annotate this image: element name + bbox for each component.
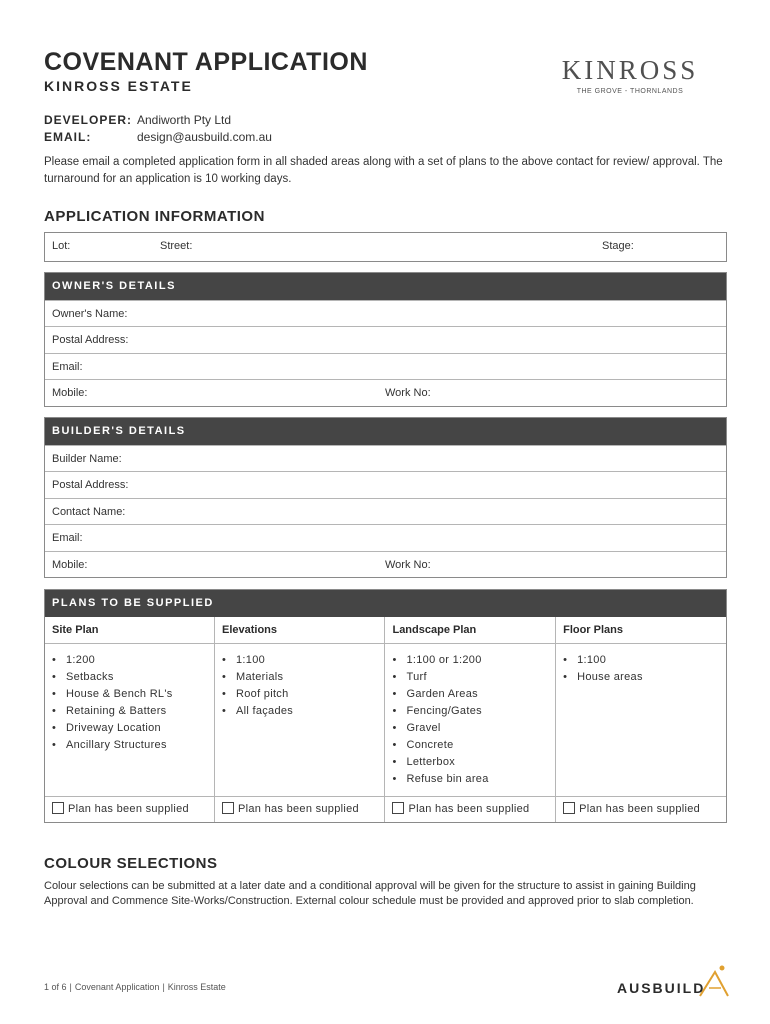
list-item: • House areas	[563, 669, 719, 686]
page-number: 1 of 6	[44, 982, 67, 992]
list-item: • All façades	[222, 703, 377, 720]
site-plan-supplied[interactable]	[45, 797, 215, 822]
list-item: • Setbacks	[52, 669, 207, 686]
floor-plans-items	[556, 644, 726, 797]
page-footer	[44, 982, 226, 992]
lot-field[interactable]: Lot:	[52, 240, 71, 252]
list-item: • Refuse bin area	[392, 771, 548, 788]
list-item: • 1:100	[563, 652, 719, 669]
application-info-heading: APPLICATION INFORMATION	[44, 208, 265, 225]
owner-email-field[interactable]	[45, 353, 726, 379]
list-item: • Letterbox	[392, 754, 548, 771]
owner-postal-field[interactable]	[45, 326, 726, 352]
landscape-plan-supplied[interactable]	[385, 797, 556, 822]
builder-mobile-field[interactable]: Mobile:	[52, 558, 88, 571]
street-field[interactable]: Street:	[160, 240, 193, 252]
builder-email-field[interactable]	[45, 524, 726, 550]
owner-name-field[interactable]	[45, 300, 726, 326]
plan-column-title: Elevations	[215, 617, 385, 644]
landscape-plan-items	[385, 644, 556, 797]
footer-divider: |	[69, 982, 72, 992]
page-title: COVENANT APPLICATION	[44, 48, 368, 76]
application-info-row	[45, 233, 726, 261]
list-item: • Garden Areas	[392, 686, 548, 703]
elevations-supplied[interactable]	[215, 797, 385, 822]
list-item: • Ancillary Structures	[52, 737, 207, 754]
list-item: • Gravel	[392, 720, 548, 737]
developer-value: Andiworth Pty Ltd	[137, 113, 232, 127]
landscape-plan-checkbox[interactable]	[392, 802, 404, 814]
builder-postal-label: Postal Address:	[52, 479, 129, 492]
list-item: • Materials	[222, 669, 377, 686]
plans-table	[45, 617, 726, 822]
checkbox-label: Plan has been supplied	[408, 803, 530, 815]
footer-estate-name: Kinross Estate	[167, 982, 226, 992]
builder-work-field[interactable]: Work No:	[385, 558, 431, 571]
ausbuild-logo	[612, 962, 732, 1002]
list-item: • 1:200	[52, 652, 207, 669]
list-item: • Roof pitch	[222, 686, 377, 703]
plans-header-row	[45, 617, 726, 644]
developer-label: DEVELOPER:	[44, 113, 133, 127]
builder-contact-label: Contact Name:	[52, 505, 126, 518]
builders-details-box	[44, 417, 727, 578]
colour-selections-text: Colour selections can be submitted at a later date and a conditional approval will be given for the structure to assist in gaining Building Approval and Commence Site-Works/Construction. External colour schedule must be provided and approved prior to slab completion.	[44, 880, 696, 907]
builders-details-heading: BUILDER'S DETAILS	[45, 418, 726, 445]
stage-field[interactable]: Stage:	[602, 240, 634, 252]
plan-column-title: Site Plan	[52, 624, 99, 636]
plans-heading: PLANS TO BE SUPPLIED	[45, 590, 726, 617]
builder-contact-field[interactable]	[45, 498, 726, 524]
builder-name-label: Builder Name:	[52, 453, 122, 465]
page-subtitle: KINROSS ESTATE	[44, 78, 193, 94]
builder-email-label: Email:	[52, 532, 83, 545]
intro-text: Please email a completed application form in all shaded areas along with a set of plans to the above contact for review/ approval. The turnaround for an application is 10 working days.	[44, 156, 723, 185]
elevations-items	[215, 644, 385, 797]
builder-phone-row	[45, 551, 726, 577]
list-item: • Retaining & Batters	[52, 703, 207, 720]
checkbox-label: Plan has been supplied	[68, 803, 189, 815]
plans-check-row	[45, 797, 726, 822]
kinross-logo-word: KINROSS	[561, 55, 699, 85]
owners-details-box	[44, 272, 727, 407]
plans-box	[44, 589, 727, 823]
list-item: • House & Bench RL's	[52, 686, 207, 703]
plans-items-row	[45, 644, 726, 797]
owner-phone-row	[45, 379, 726, 405]
kinross-logo-tagline: THE GROVE - THORNLANDS	[576, 88, 684, 95]
checkbox-label: Plan has been supplied	[579, 803, 701, 815]
colour-selections-heading: COLOUR SELECTIONS	[44, 855, 218, 872]
owner-name-label: Owner's Name:	[52, 308, 128, 320]
checkbox-label: Plan has been supplied	[238, 803, 359, 815]
email-label: EMAIL:	[44, 130, 92, 144]
email-value[interactable]: design@ausbuild.com.au	[137, 130, 272, 144]
kinross-logo	[555, 56, 705, 95]
list-item: • 1:100	[222, 652, 377, 669]
owner-mobile-field[interactable]: Mobile:	[52, 387, 88, 400]
list-item: • Turf	[392, 669, 548, 686]
site-plan-items	[45, 644, 215, 797]
owner-postal-label: Postal Address:	[52, 334, 129, 347]
owners-details-heading: OWNER'S DETAILS	[45, 273, 726, 300]
contact-block	[44, 112, 272, 146]
footer-divider: |	[162, 982, 165, 992]
floor-plans-checkbox[interactable]	[563, 802, 575, 814]
list-item: • 1:100 or 1:200	[392, 652, 548, 669]
owner-work-field[interactable]: Work No:	[385, 387, 431, 400]
floor-plans-supplied[interactable]	[556, 797, 726, 822]
list-item: • Concrete	[392, 737, 548, 754]
plan-column-title: Floor Plans	[556, 617, 726, 644]
list-item: • Driveway Location	[52, 720, 207, 737]
ausbuild-logo-word: AUSBUILD	[617, 980, 706, 996]
elevations-checkbox[interactable]	[222, 802, 234, 814]
site-plan-checkbox[interactable]	[52, 802, 64, 814]
builder-postal-field[interactable]	[45, 471, 726, 497]
application-info-box	[44, 232, 727, 262]
plan-column-title: Landscape Plan	[385, 617, 556, 644]
owner-email-label: Email:	[52, 360, 83, 373]
builder-name-field[interactable]	[45, 445, 726, 471]
list-item: • Fencing/Gates	[392, 703, 548, 720]
footer-doc-name: Covenant Application	[74, 982, 160, 992]
